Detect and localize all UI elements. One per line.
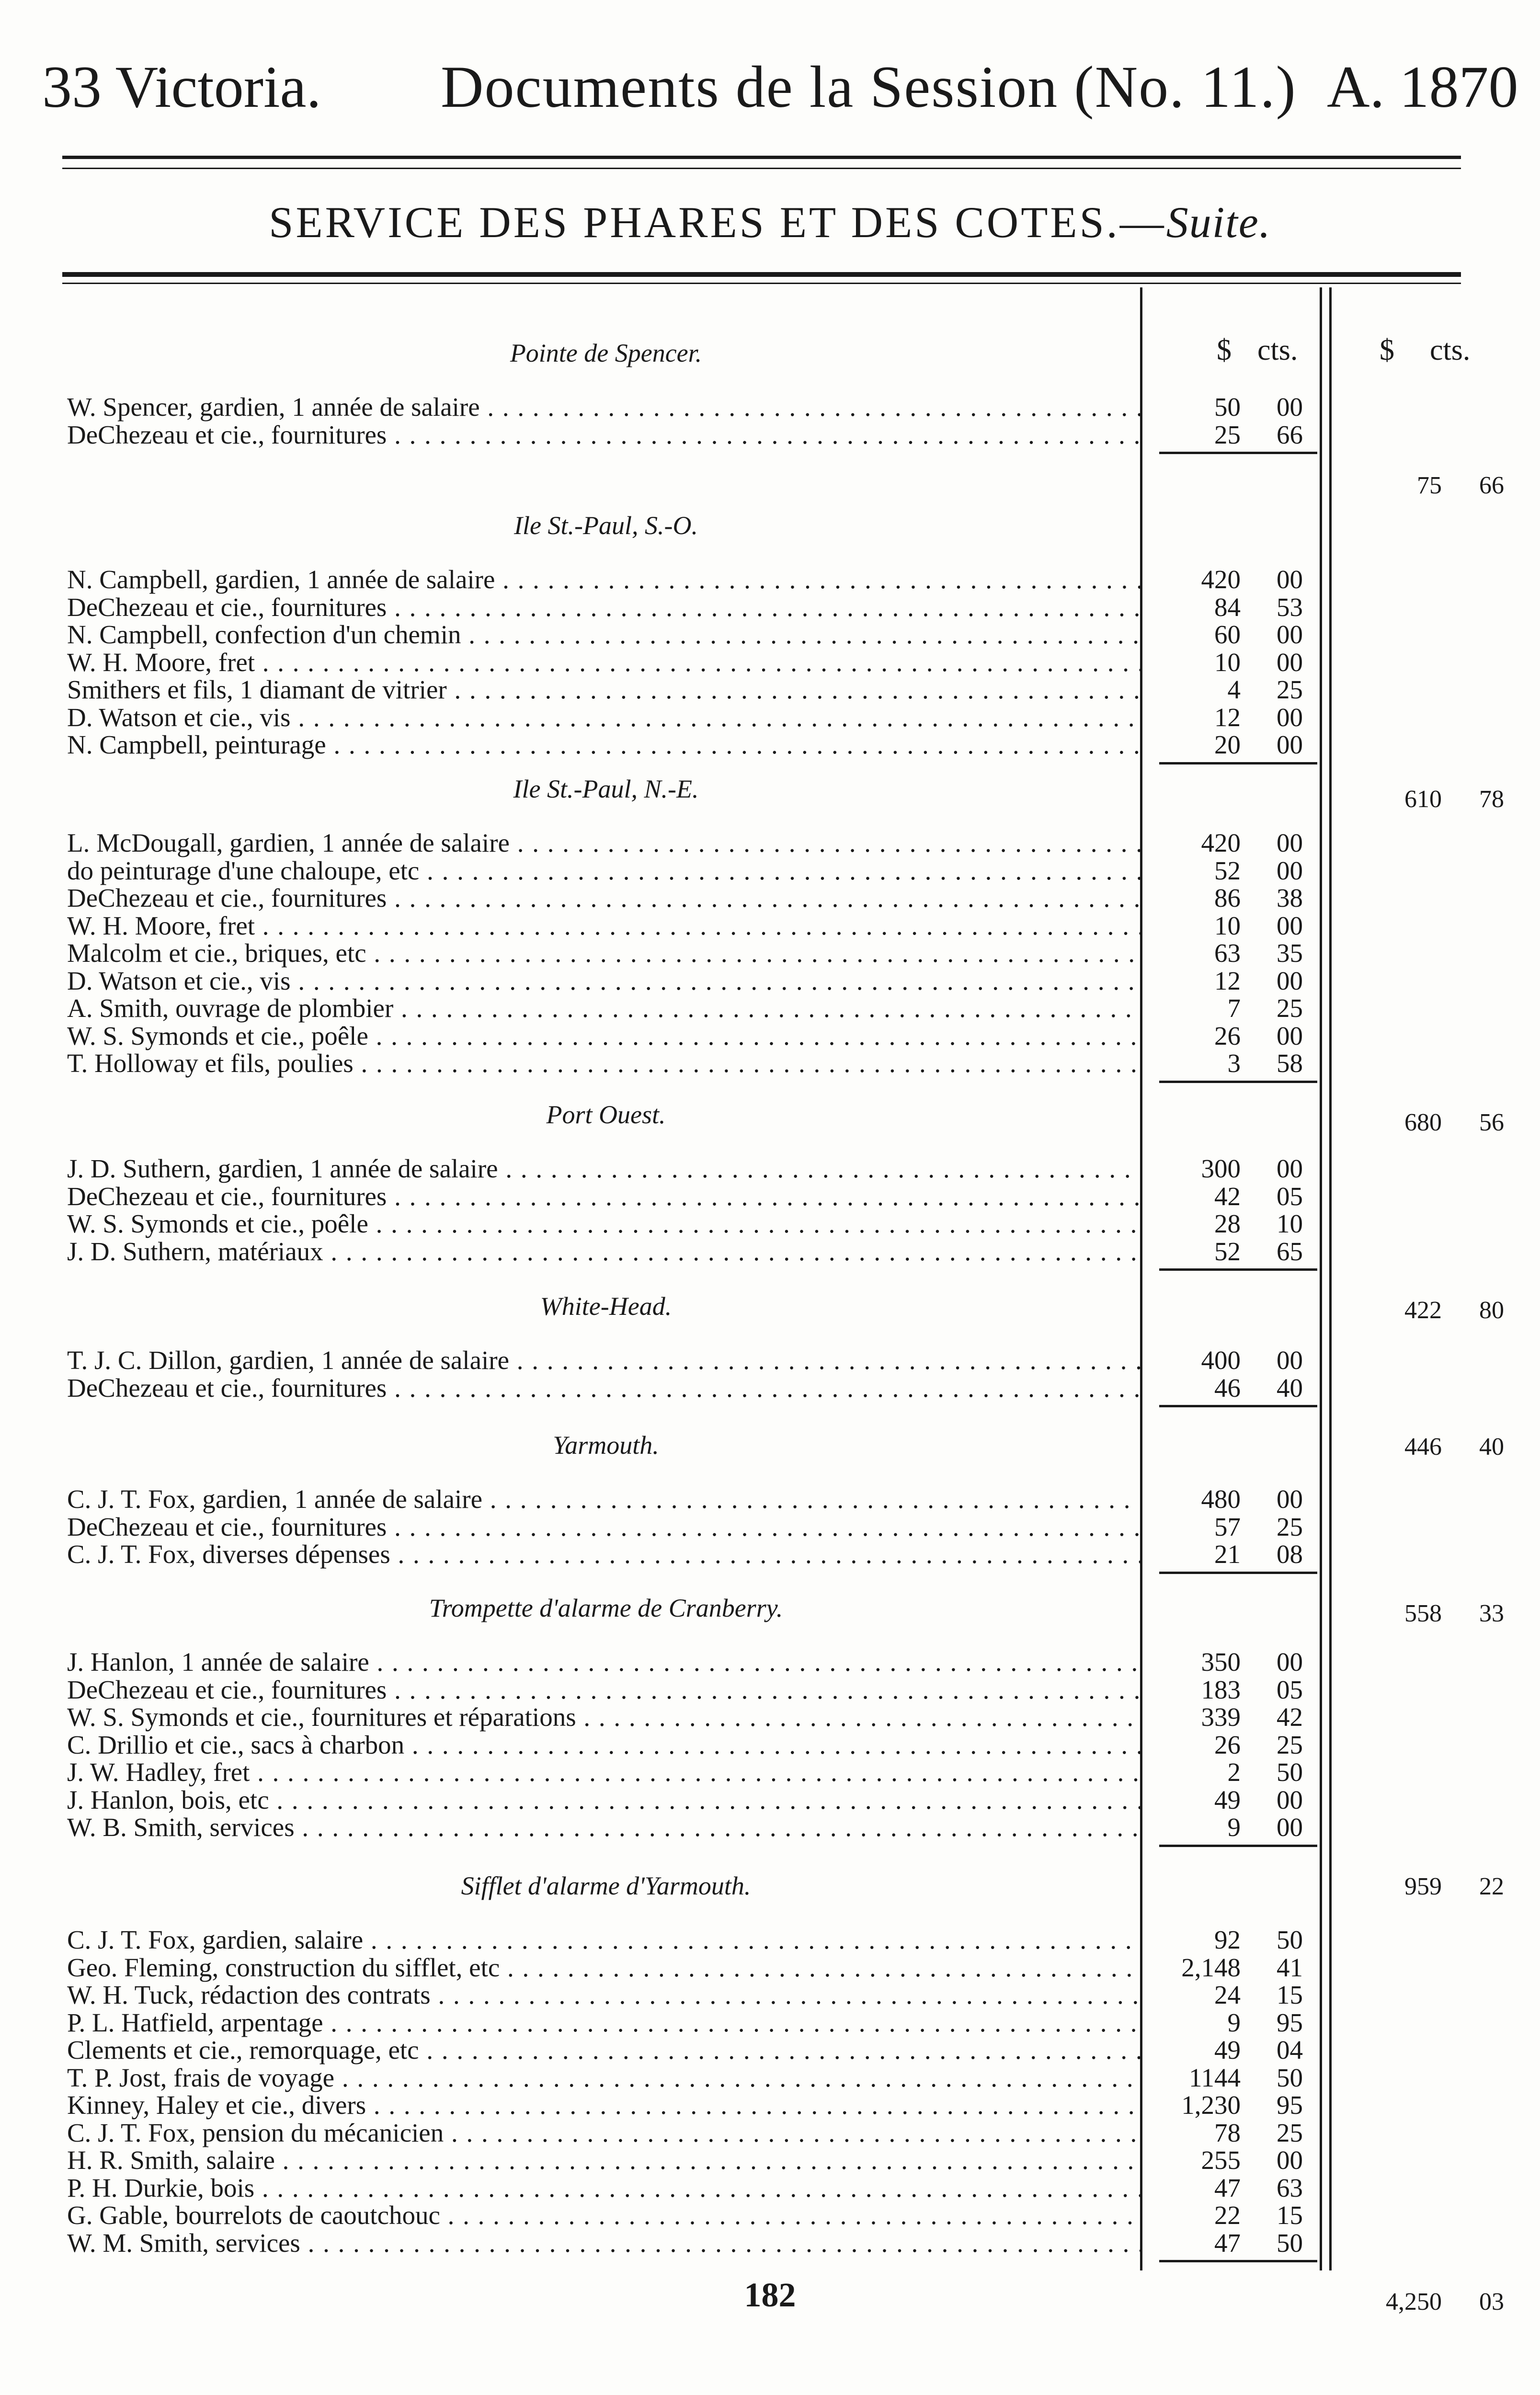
subtotal-rule (1159, 452, 1317, 454)
row-dollars: 420 (1201, 565, 1241, 594)
ledger-row (67, 703, 1322, 732)
ledger-row (67, 939, 1322, 968)
row-cents: 00 (1277, 1484, 1303, 1514)
subtotal-rule (1159, 2260, 1317, 2262)
row-dollars: 9 (1227, 1813, 1241, 1842)
row-dollars: 1144 (1189, 2063, 1241, 2092)
row-cents: 15 (1277, 1980, 1303, 2009)
row-cents: 25 (1277, 993, 1303, 1023)
row-dollars: 339 (1201, 1702, 1241, 1732)
ledger-row (67, 2091, 1322, 2120)
row-label: Smithers et fils, 1 diamant de vitrier . . . (67, 675, 1140, 704)
ledger-row (67, 2064, 1322, 2092)
ledger-row (67, 1648, 1322, 1676)
section-total-dollars: 610 (1404, 786, 1442, 813)
row-label: C. J. T. Fox, gardien, 1 année de salaire . . . (67, 1485, 1140, 1514)
ledger-row (67, 1731, 1322, 1759)
section-total (1332, 1601, 1528, 1626)
row-cents: 00 (1277, 1785, 1303, 1814)
subtotal-rule (1159, 1268, 1317, 1271)
cents-column-header: cts. (1257, 334, 1298, 366)
row-cents: 58 (1277, 1049, 1303, 1078)
row-cents: 66 (1277, 420, 1303, 449)
row-dollars: 10 (1214, 648, 1241, 677)
page-number: 182 (744, 2276, 796, 2314)
row-label: W. S. Symonds et cie., poêle . . . (67, 1209, 1140, 1238)
row-dollars: 92 (1214, 1925, 1241, 1954)
row-dollars: 84 (1214, 593, 1241, 622)
section-heading: White-Head. (540, 1292, 672, 1321)
row-dollars: 183 (1201, 1675, 1241, 1704)
ledger-row (67, 2008, 1322, 2037)
ledger-row (67, 967, 1322, 995)
row-cents: 25 (1277, 2118, 1303, 2147)
row-cents: 95 (1277, 2008, 1303, 2037)
row-label: C. J. T. Fox, diverses dépenses . . . (67, 1540, 1140, 1569)
section-heading: Yarmouth. (553, 1431, 659, 1460)
section-total-cents: 03 (1479, 2288, 1504, 2315)
row-label: W. H. Tuck, rédaction des contrats . . . (67, 1981, 1140, 2009)
row-cents: 00 (1277, 2145, 1303, 2175)
ledger-row (67, 675, 1322, 704)
row-label: W. B. Smith, services . . . (67, 1813, 1140, 1842)
ledger-row (67, 648, 1322, 677)
section-total (1332, 1435, 1528, 1460)
subtotal-rule (1159, 762, 1317, 764)
row-label: J. D. Suthern, matériaux . . . (67, 1237, 1140, 1266)
row-label: D. Watson et cie., vis . . . (67, 703, 1140, 732)
ledger-row (67, 1676, 1322, 1704)
ledger-row (67, 2201, 1322, 2230)
row-cents: 00 (1277, 620, 1303, 649)
row-cents: 25 (1277, 675, 1303, 704)
row-label: DeChezeau et cie., fournitures . . . (67, 884, 1140, 912)
row-cents: 50 (1277, 2228, 1303, 2258)
ledger-row (67, 393, 1322, 422)
row-label: J. Hanlon, bois, etc . . . (67, 1786, 1140, 1814)
row-cents: 25 (1277, 1730, 1303, 1759)
ledger-row (67, 421, 1322, 449)
ledger-row (67, 1981, 1322, 2009)
row-cents: 00 (1277, 648, 1303, 677)
row-label: N. Campbell, gardien, 1 année de salaire . . . (67, 565, 1140, 594)
ledger-row (67, 620, 1322, 649)
row-dollars: 78 (1214, 2118, 1241, 2147)
row-dollars: 47 (1214, 2228, 1241, 2258)
ledger-row (67, 1182, 1322, 1211)
section-total-cents: 33 (1479, 1600, 1504, 1627)
row-dollars: 300 (1201, 1154, 1241, 1183)
ledger-row (67, 1540, 1322, 1569)
row-cents: 00 (1277, 1813, 1303, 1842)
row-label: Kinney, Haley et cie., divers . . . (67, 2091, 1140, 2120)
row-label: J. Hanlon, 1 année de salaire . . . (67, 1648, 1140, 1676)
row-label: T. J. C. Dillon, gardien, 1 année de salaire . . . (67, 1346, 1140, 1375)
row-cents: 00 (1277, 565, 1303, 594)
row-label: W. H. Moore, fret . . . (67, 648, 1140, 677)
section-total-dollars: 446 (1404, 1433, 1442, 1460)
row-label: DeChezeau et cie., fournitures . . . (67, 1513, 1140, 1541)
row-cents: 04 (1277, 2035, 1303, 2064)
row-label: J. D. Suthern, gardien, 1 année de salaire . . . (67, 1154, 1140, 1183)
section-total (1332, 1874, 1528, 1899)
row-cents: 50 (1277, 1757, 1303, 1787)
row-dollars: 52 (1214, 1237, 1241, 1266)
row-cents: 00 (1277, 703, 1303, 732)
section-total-cents: 40 (1479, 1433, 1504, 1460)
section-total-dollars: 422 (1404, 1297, 1442, 1324)
row-label: W. S. Symonds et cie., fournitures et réparations . . . (67, 1703, 1140, 1732)
ledger-row (67, 1209, 1322, 1238)
row-cents: 05 (1277, 1182, 1303, 1211)
row-cents: 25 (1277, 1512, 1303, 1541)
subtotal-rule (1159, 1405, 1317, 1407)
section-total-dollars: 680 (1404, 1109, 1442, 1136)
ledger-row (67, 730, 1322, 759)
row-label: T. P. Jost, frais de voyage . . . (67, 2064, 1140, 2092)
row-dollars: 52 (1214, 856, 1241, 885)
section-total-dollars: 959 (1404, 1873, 1442, 1900)
ledger-row (67, 1485, 1322, 1514)
ledger-row (67, 829, 1322, 857)
session-year-label: 33 Victoria. (42, 54, 321, 120)
row-dollars: 25 (1214, 420, 1241, 449)
row-label: DeChezeau et cie., fournitures . . . (67, 593, 1140, 622)
row-label: P. L. Hatfield, arpentage . . . (67, 2008, 1140, 2037)
section-total (1332, 1298, 1528, 1323)
ledger-row (67, 1154, 1322, 1183)
row-label: W. M. Smith, services . . . (67, 2229, 1140, 2258)
row-cents: 42 (1277, 1702, 1303, 1732)
row-label: DeChezeau et cie., fournitures . . . (67, 1182, 1140, 1211)
ledger-row (67, 1786, 1322, 1814)
row-dollars: 10 (1214, 911, 1241, 940)
row-label: C. J. T. Fox, gardien, salaire . . . (67, 1926, 1140, 1954)
ledger-row (67, 2174, 1322, 2202)
row-cents: 65 (1277, 1237, 1303, 1266)
row-cents: 00 (1277, 966, 1303, 995)
dollar-column-header: $ (1217, 334, 1232, 366)
section-total-dollars: 558 (1404, 1600, 1442, 1627)
row-dollars: 46 (1214, 1373, 1241, 1403)
row-dollars: 63 (1214, 938, 1241, 968)
subtotal-rule (1159, 1845, 1317, 1847)
row-dollars: 86 (1214, 883, 1241, 912)
ledger-row (67, 1758, 1322, 1787)
section-total (1332, 473, 1528, 498)
section-heading: Pointe de Spencer. (510, 339, 702, 367)
ledger-row (67, 1374, 1322, 1403)
row-dollars: 350 (1201, 1647, 1241, 1676)
row-dollars: 28 (1214, 1209, 1241, 1238)
row-cents: 00 (1277, 1346, 1303, 1375)
row-cents: 00 (1277, 392, 1303, 422)
row-label: DeChezeau et cie., fournitures . . . (67, 1374, 1140, 1403)
row-cents: 00 (1277, 856, 1303, 885)
row-label: A. Smith, ouvrage de plombier . . . (67, 994, 1140, 1023)
row-dollars: 480 (1201, 1484, 1241, 1514)
total-cents-column-header: cts. (1430, 334, 1471, 366)
row-label: C. Drillio et cie., sacs à charbon . . . (67, 1731, 1140, 1759)
row-label: N. Campbell, peinturage . . . (67, 730, 1140, 759)
ledger-row (67, 565, 1322, 594)
section-total-cents: 22 (1479, 1873, 1504, 1900)
row-dollars: 420 (1201, 828, 1241, 857)
ledger-row (67, 593, 1322, 622)
row-dollars: 21 (1214, 1540, 1241, 1569)
ledger-row (67, 2146, 1322, 2175)
row-dollars: 50 (1214, 392, 1241, 422)
row-label: J. W. Hadley, fret . . . (67, 1758, 1140, 1787)
ledger-row (67, 1813, 1322, 1842)
section-total-cents: 66 (1479, 472, 1504, 499)
ledger-row (67, 2036, 1322, 2064)
row-dollars: 60 (1214, 620, 1241, 649)
section-heading: Sifflet d'alarme d'Yarmouth. (461, 1871, 751, 1900)
section-heading: Ile St.-Paul, S.-O. (514, 511, 698, 540)
row-cents: 95 (1277, 2090, 1303, 2120)
ledger-row (67, 1237, 1322, 1266)
row-dollars: 49 (1214, 1785, 1241, 1814)
ledger-row (67, 994, 1322, 1023)
row-dollars: 42 (1214, 1182, 1241, 1211)
section-heading: Ile St.-Paul, N.-E. (513, 775, 699, 803)
section-total-cents: 80 (1479, 1297, 1504, 1324)
ledger-row (67, 1513, 1322, 1541)
ledger-row (67, 856, 1322, 885)
title-main: SERVICE DES PHARES ET DES COTES.— (269, 198, 1166, 247)
row-cents: 00 (1277, 730, 1303, 759)
ledger-row (67, 2119, 1322, 2147)
row-dollars: 9 (1227, 2008, 1241, 2037)
row-label: W. S. Symonds et cie., poêle . . . (67, 1022, 1140, 1050)
subtotal-rule (1159, 1572, 1317, 1574)
annee-label: A. 1870 (1327, 54, 1518, 120)
row-dollars: 1,230 (1181, 2090, 1241, 2120)
row-dollars: 47 (1214, 2173, 1241, 2202)
section-total-dollars: 75 (1417, 472, 1442, 499)
row-cents: 40 (1277, 1373, 1303, 1403)
row-label: do peinturage d'une chaloupe, etc . . . (67, 856, 1140, 885)
row-cents: 00 (1277, 1021, 1303, 1050)
row-label: W. Spencer, gardien, 1 année de salaire . . . (67, 393, 1140, 422)
row-label: Malcolm et cie., briques, etc . . . (67, 939, 1140, 968)
row-cents: 41 (1277, 1953, 1303, 1982)
row-label: Geo. Fleming, construction du sifflet, etc . . . (67, 1953, 1140, 1982)
row-label: DeChezeau et cie., fournitures . . . (67, 1676, 1140, 1704)
row-cents: 53 (1277, 593, 1303, 622)
row-label: N. Campbell, confection d'un chemin . . . (67, 620, 1140, 649)
ledger-row (67, 1953, 1322, 1982)
row-dollars: 400 (1201, 1346, 1241, 1375)
ledger-row (67, 1022, 1322, 1050)
row-label: P. H. Durkie, bois . . . (67, 2174, 1140, 2202)
row-dollars: 57 (1214, 1512, 1241, 1541)
row-dollars: 20 (1214, 730, 1241, 759)
subtotal-rule (1159, 1081, 1317, 1083)
row-label: T. Holloway et fils, poulies . . . (67, 1049, 1140, 1078)
row-dollars: 3 (1227, 1049, 1241, 1078)
row-cents: 38 (1277, 883, 1303, 912)
row-label: W. H. Moore, fret . . . (67, 912, 1140, 940)
row-dollars: 2,148 (1181, 1953, 1241, 1982)
row-dollars: 2 (1227, 1757, 1241, 1787)
row-label: DeChezeau et cie., fournitures . . . (67, 421, 1140, 449)
section-total-dollars: 4,250 (1386, 2288, 1442, 2315)
ledger-row (67, 1703, 1322, 1732)
row-cents: 15 (1277, 2201, 1303, 2230)
row-label: G. Gable, bourrelots de caoutchouc . . . (67, 2201, 1140, 2230)
row-cents: 00 (1277, 911, 1303, 940)
row-cents: 00 (1277, 828, 1303, 857)
row-label: D. Watson et cie., vis . . . (67, 967, 1140, 995)
row-cents: 00 (1277, 1154, 1303, 1183)
row-dollars: 7 (1227, 993, 1241, 1023)
title-suite: Suite. (1166, 198, 1271, 247)
total-dollar-column-header: $ (1380, 334, 1394, 366)
row-dollars: 22 (1214, 2201, 1241, 2230)
ledger-row (67, 884, 1322, 912)
ledger-row (67, 1346, 1322, 1375)
row-dollars: 255 (1201, 2145, 1241, 2175)
row-label: Clements et cie., remorquage, etc . . . (67, 2036, 1140, 2064)
row-dollars: 4 (1227, 675, 1241, 704)
row-cents: 00 (1277, 1647, 1303, 1676)
document-series-label: Documents de la Session (No. 11.) (441, 54, 1297, 120)
row-cents: 05 (1277, 1675, 1303, 1704)
ledger-row (67, 2229, 1322, 2258)
ledger-row (67, 1049, 1322, 1078)
row-label: L. McDougall, gardien, 1 année de salaire . . . (67, 829, 1140, 857)
row-cents: 08 (1277, 1540, 1303, 1569)
row-dollars: 26 (1214, 1021, 1241, 1050)
row-cents: 50 (1277, 2063, 1303, 2092)
row-cents: 63 (1277, 2173, 1303, 2202)
section-heading: Trompette d'alarme de Cranberry. (429, 1594, 783, 1622)
row-dollars: 49 (1214, 2035, 1241, 2064)
row-dollars: 12 (1214, 966, 1241, 995)
section-heading: Port Ouest. (546, 1100, 666, 1129)
row-label: H. R. Smith, salaire . . . (67, 2146, 1140, 2175)
section-total (1332, 1110, 1528, 1135)
row-cents: 50 (1277, 1925, 1303, 1954)
row-dollars: 24 (1214, 1980, 1241, 2009)
row-cents: 10 (1277, 1209, 1303, 1238)
section-total-cents: 78 (1479, 786, 1504, 813)
ledger-row (67, 1926, 1322, 1954)
row-dollars: 26 (1214, 1730, 1241, 1759)
ledger-row (67, 912, 1322, 940)
section-total-cents: 56 (1479, 1109, 1504, 1136)
row-label: C. J. T. Fox, pension du mécanicien . . . (67, 2119, 1140, 2147)
section-total (1332, 787, 1528, 812)
row-dollars: 12 (1214, 703, 1241, 732)
row-cents: 35 (1277, 938, 1303, 968)
